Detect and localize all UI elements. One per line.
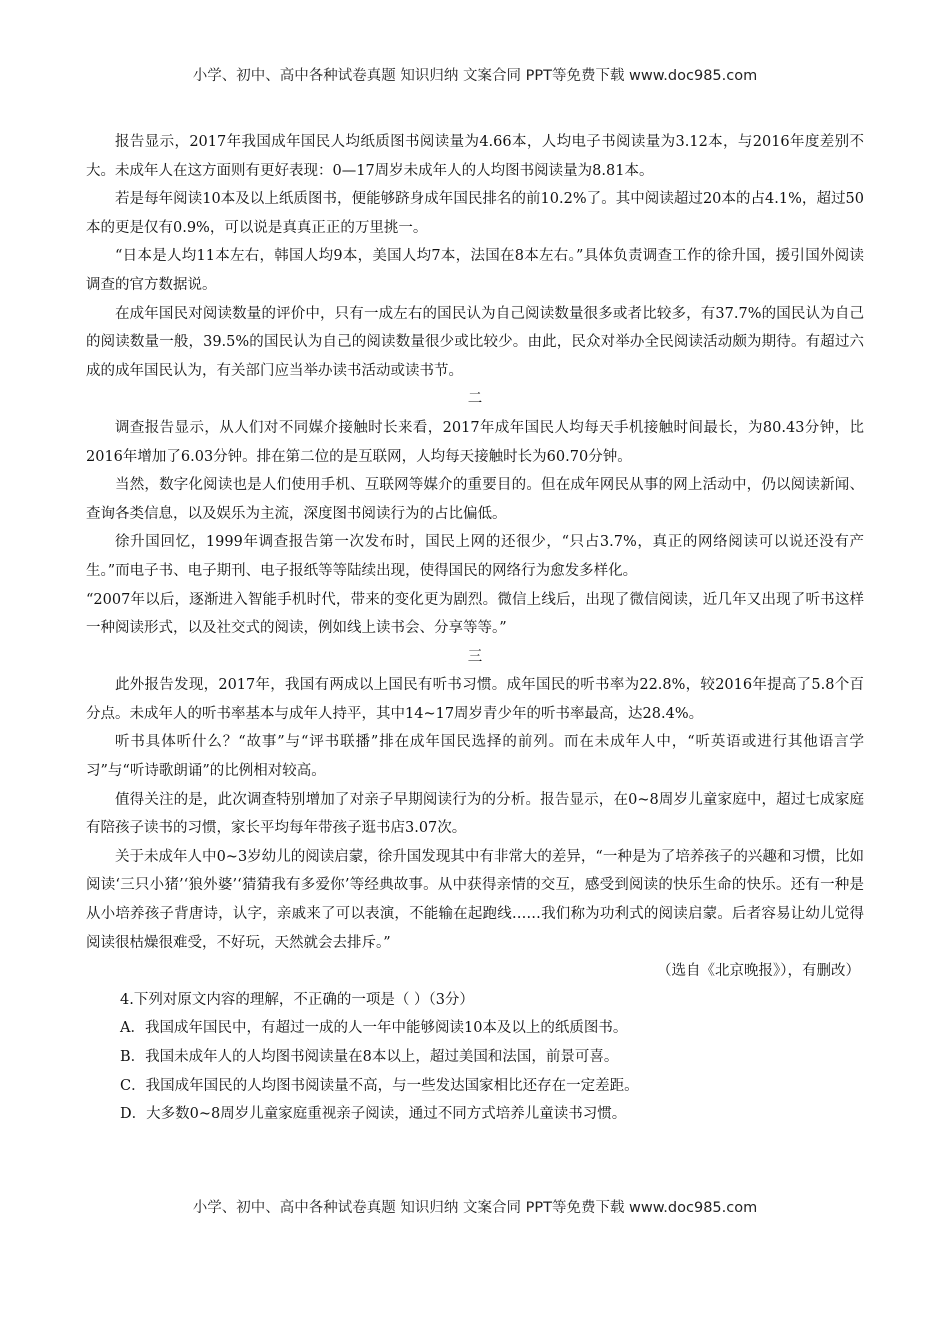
section-heading-3: 三 bbox=[467, 648, 483, 665]
paragraph: 在成年国民对阅读数量的评价中，只有一成左右的国民认为自己阅读数量很多或者比较多，有37.7%的国民认为自己的阅读数量一般，39.5%的国民认为自己的阅读数量很少或比较少。由此，民众对举办全民阅读活动颇为期待。有超过六成的成年国民认为，有关部门应当举办读书活动或读书节。 bbox=[86, 305, 864, 379]
paragraph: “日本是人均11本左右，韩国人均9本，美国人均7本，法国在8本左右。”具体负责调查工作的徐升国，援引国外阅读调查的官方数据说。 bbox=[86, 248, 864, 293]
paragraph: 调查报告显示，从人们对不同媒介接触时长来看，2017年成年国民人均每天手机接触时间最长，为80.43分钟，比2016年增加了6.03分钟。排在第二位的是互联网，人均每天接触时长为60.70分钟。 bbox=[86, 419, 864, 465]
paragraph: 关于未成年人中0~3岁幼儿的阅读启蒙，徐升国发现其中有非常大的差异，“一种是为了培养孩子的兴趣和习惯，比如阅读‘三只小猪’‘狼外婆’‘猜猜我有多爱你’等经典故事。从中获得亲情的交互，感受到阅读的快乐生命的快乐。还有一种是从小培养孩子背唐诗，认字，亲戚来了可以表演，不能输在起跑线……我们称为功利式的阅读启蒙。后者容易让幼儿觉得阅读很枯燥很难受，不好玩，天然就会去排斥。” bbox=[86, 848, 864, 951]
option-b: B．我国未成年人的人均图书阅读量在8本以上，超过美国和法国，前景可喜。 bbox=[120, 1049, 619, 1065]
paragraph: 此外报告发现，2017年，我国有两成以上国民有听书习惯。成年国民的听书率为22.8%，较2016年提高了5.8个百分点。未成年人的听书率基本与成年人持平，其中14~17周岁青少年的听书率最高，达28.4%。 bbox=[86, 677, 864, 722]
option-c: C．我国成年国民的人均图书阅读量不高，与一些发达国家相比还存在一定差距。 bbox=[120, 1077, 639, 1094]
source-citation: （选自《北京晚报》），有删改） bbox=[657, 963, 860, 980]
page-footer: 小学、初中、高中各种试卷真题 知识归纳 文案合同 PPT等免费下载 www.doc985.com bbox=[192, 1200, 758, 1216]
section-heading-2: 二 bbox=[467, 391, 483, 408]
option-d: D．大多数0~8周岁儿童家庭重视亲子阅读，通过不同方式培养儿童读书习惯。 bbox=[120, 1106, 627, 1123]
quote-paragraph: “2007年以后，逐渐进入智能手机时代，带来的变化更为剧烈。微信上线后，出现了微信阅读，近几年又出现了听书这样一种阅读形式，以及社交式的阅读，例如线上读书会、分享等等。” bbox=[86, 591, 864, 637]
paragraph: 值得关注的是，此次调查特别增加了对亲子早期阅读行为的分析。报告显示，在0~8周岁儿童家庭中，超过七成家庭有陪孩子读书的习惯，家长平均每年带孩子逛书店3.07次。 bbox=[86, 791, 864, 837]
paragraph: 当然，数字化阅读也是人们使用手机、互联网等媒介的重要目的。但在成年网民从事的网上活动中，仍以阅读新闻、查询各类信息，以及娱乐为主流，深度图书阅读行为的占比偏低。 bbox=[86, 477, 864, 522]
question-stem: 4.下列对原文内容的理解，不正确的一项是（ ）（3分） bbox=[120, 991, 474, 1008]
page-header: 小学、初中、高中各种试卷真题 知识归纳 文案合同 PPT等免费下载 www.doc985.com bbox=[192, 68, 758, 84]
paragraph: 徐升国回忆，1999年调查报告第一次发布时，国民上网的还很少，“只占3.7%，真正的网络阅读可以说还没有产生。”而电子书、电子期刊、电子报纸等等陆续出现，使得国民的网络行为愈发多样化。 bbox=[86, 534, 864, 579]
article-body bbox=[86, 128, 864, 1129]
paragraph: 报告显示，2017年我国成年国民人均纸质图书阅读量为4.66本，人均电子书阅读量为3.12本，与2016年度差别不大。未成年人在这方面则有更好表现：0—17周岁未成年人的人均图书阅读量为8.81本。 bbox=[86, 134, 864, 179]
paragraph: 若是每年阅读10本及以上纸质图书，便能够跻身成年国民排名的前10.2%了。其中阅读超过20本的占4.1%，超过50本的更是仅有0.9%，可以说是真真正正的万里挑一。 bbox=[86, 191, 864, 236]
paragraph: 听书具体听什么？“故事”与“评书联播”排在成年国民选择的前列。而在未成年人中，“听英语或进行其他语言学习”与“听诗歌朗诵”的比例相对较高。 bbox=[86, 734, 864, 780]
option-a: A．我国成年国民中，有超过一成的人一年中能够阅读10本及以上的纸质图书。 bbox=[120, 1020, 628, 1037]
